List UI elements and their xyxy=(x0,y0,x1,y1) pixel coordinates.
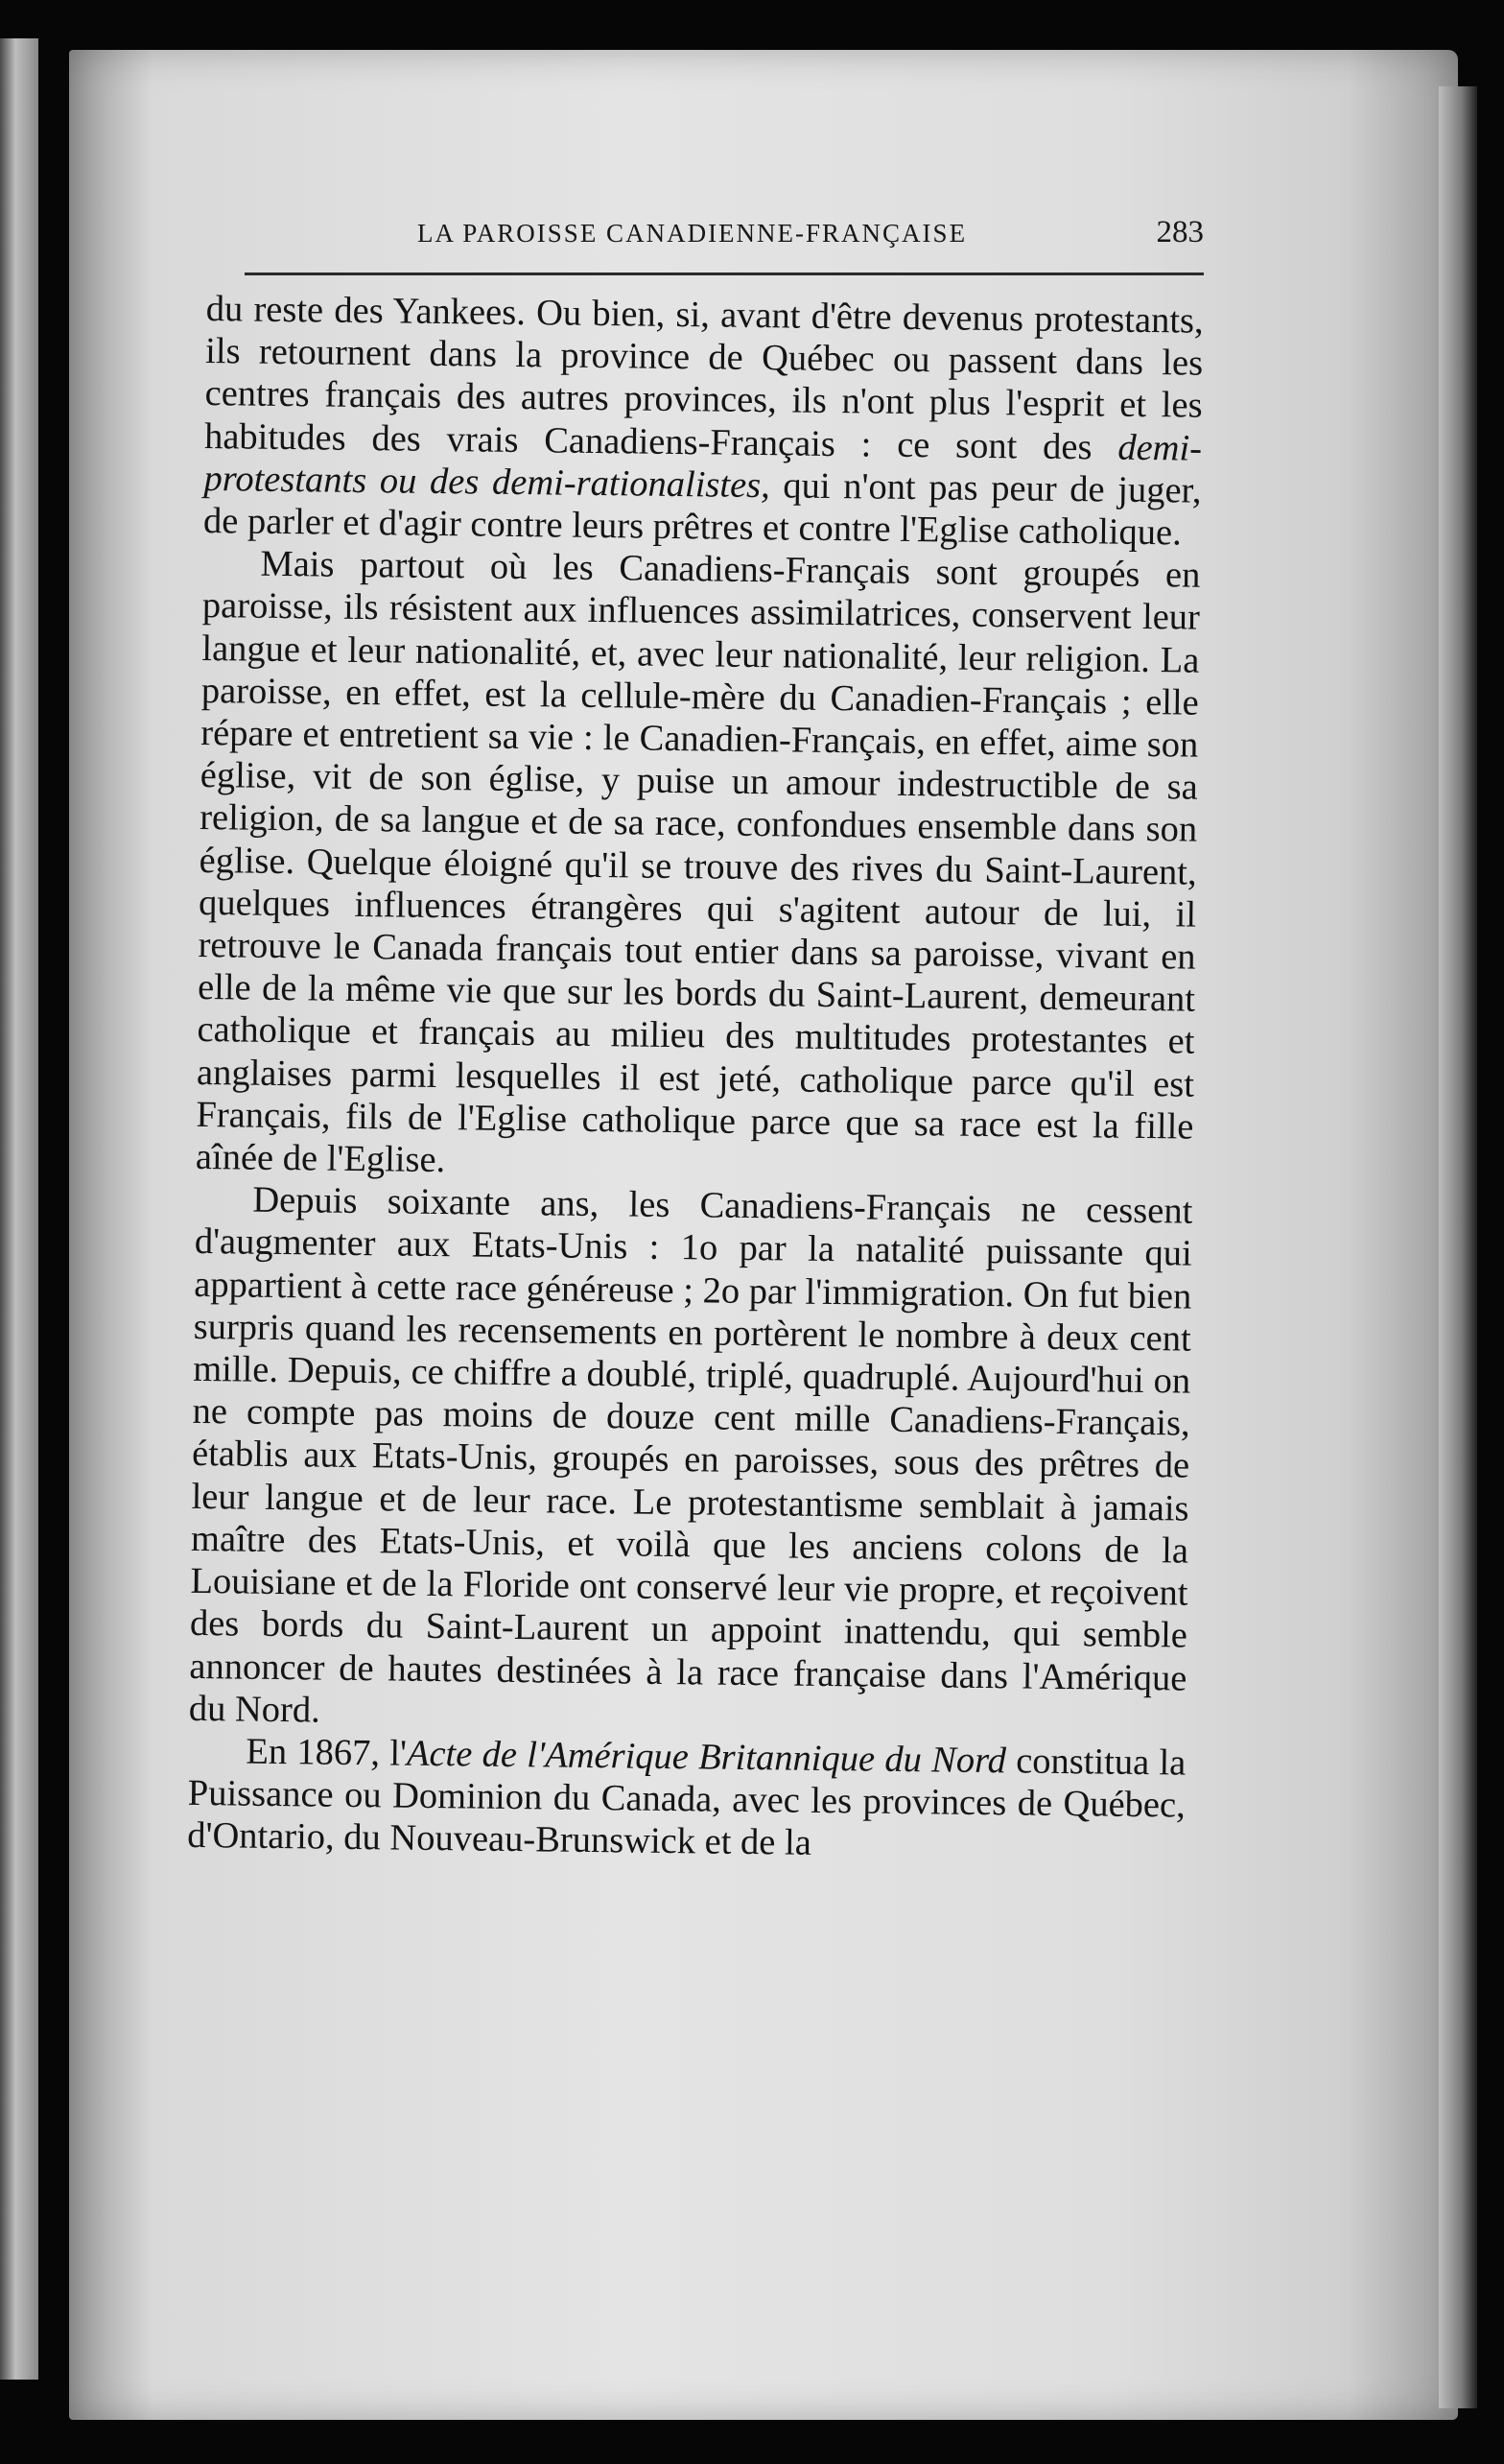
paragraph-2: Mais partout où les Canadiens-Français sont groupés en paroisse, ils résistent aux influences assimilatrices, conservent leur langue et leur nationalité, et, avec leur nationalité, leur religion. La paroisse, en effet, est la cellule-mère du Canadien-Français ; elle répare et entretient sa vie : le Canadien-Français, en effet, aime son église, vit de son église, y puise un amour indestructible de sa religion, de sa langue et de sa race, confondues ensemble dans son église. Quelque éloigné qu'il se trouve des rives du Saint-Laurent, quelques influences étrangères qui s'agitent autour de lui, il retrouve le Canada français tout entier dans sa paroisse, vivant en elle de la même vie que sur les bords du Saint-Laurent, demeurant catholique et français au milieu des multitudes protestantes et anglaises parmi lesquelles il est jeté, catholique parce qu'il est Français, fils de l'Eglise catholique parce que sa race est la fille aînée de l'Eglise. xyxy=(195,543,1201,1181)
paragraph-4-end: constitua la Puissance ou Dominion du Canada, avec les provinces de Québec, d'Ontario, du Nouveau-Brunswick et de la xyxy=(187,1741,1187,1864)
paragraph-1-start: du reste des Yankees. Ou bien, si, avant d'être devenus protestants, ils retournent dans la province de Québec ou passent dans les centres français des autres provinces, ils n'ont plus l'esprit et les habitudes des vrais Canadiens-Français : ce sont des xyxy=(203,288,1204,468)
page-gutter-shadow xyxy=(1439,86,1477,2408)
paragraph-1 xyxy=(203,288,1204,555)
running-title: LA PAROISSE CANADIENNE-FRANÇAISE xyxy=(417,219,968,248)
paragraph-3: Depuis soixante ans, les Canadiens-Français ne cessent d'augmenter aux Etats-Unis : 1o par la natalité puissante qui appartient à cette race généreuse ; 2o par l'immigration. On fut bien surpris quand les recensements en portèrent le nombre à deux cent mille. Depuis, ce chiffre a doublé, triplé, quadruplé. Aujourd'hui on ne compte pas moins de douze cent mille Canadiens-Français, établis aux Etats-Unis, groupés en paroisses, sous des prêtres de leur langue et de leur race. Le protestantisme semblait à jamais maître des Etats-Unis, et voilà que les anciens colons de la Louisiane et de la Floride ont conservé leur vie propre, et reçoivent des bords du Saint-Laurent un appoint inattendu, qui semble annoncer de hautes destinées à la race française dans l'Amérique du Nord. xyxy=(188,1179,1193,1731)
page-header xyxy=(245,215,1204,267)
facing-page-edge xyxy=(0,38,38,2380)
paragraph-4-start: En 1867, l' xyxy=(246,1731,408,1774)
header-rule xyxy=(245,272,1204,275)
body-text xyxy=(187,288,1204,1869)
paragraph-4 xyxy=(187,1730,1187,1869)
paragraph-1-italic: demi-protestants ou des demi-rationalistes, xyxy=(203,427,1203,507)
paragraph-4-italic: Acte de l'Amérique Britannique du Nord xyxy=(406,1733,1007,1782)
paragraph-1-end: qui n'ont pas peur de juger, de parler et d'agir contre leurs prêtres et contre l'Eglise catholique. xyxy=(202,465,1202,554)
page-number: 283 xyxy=(1156,215,1204,249)
